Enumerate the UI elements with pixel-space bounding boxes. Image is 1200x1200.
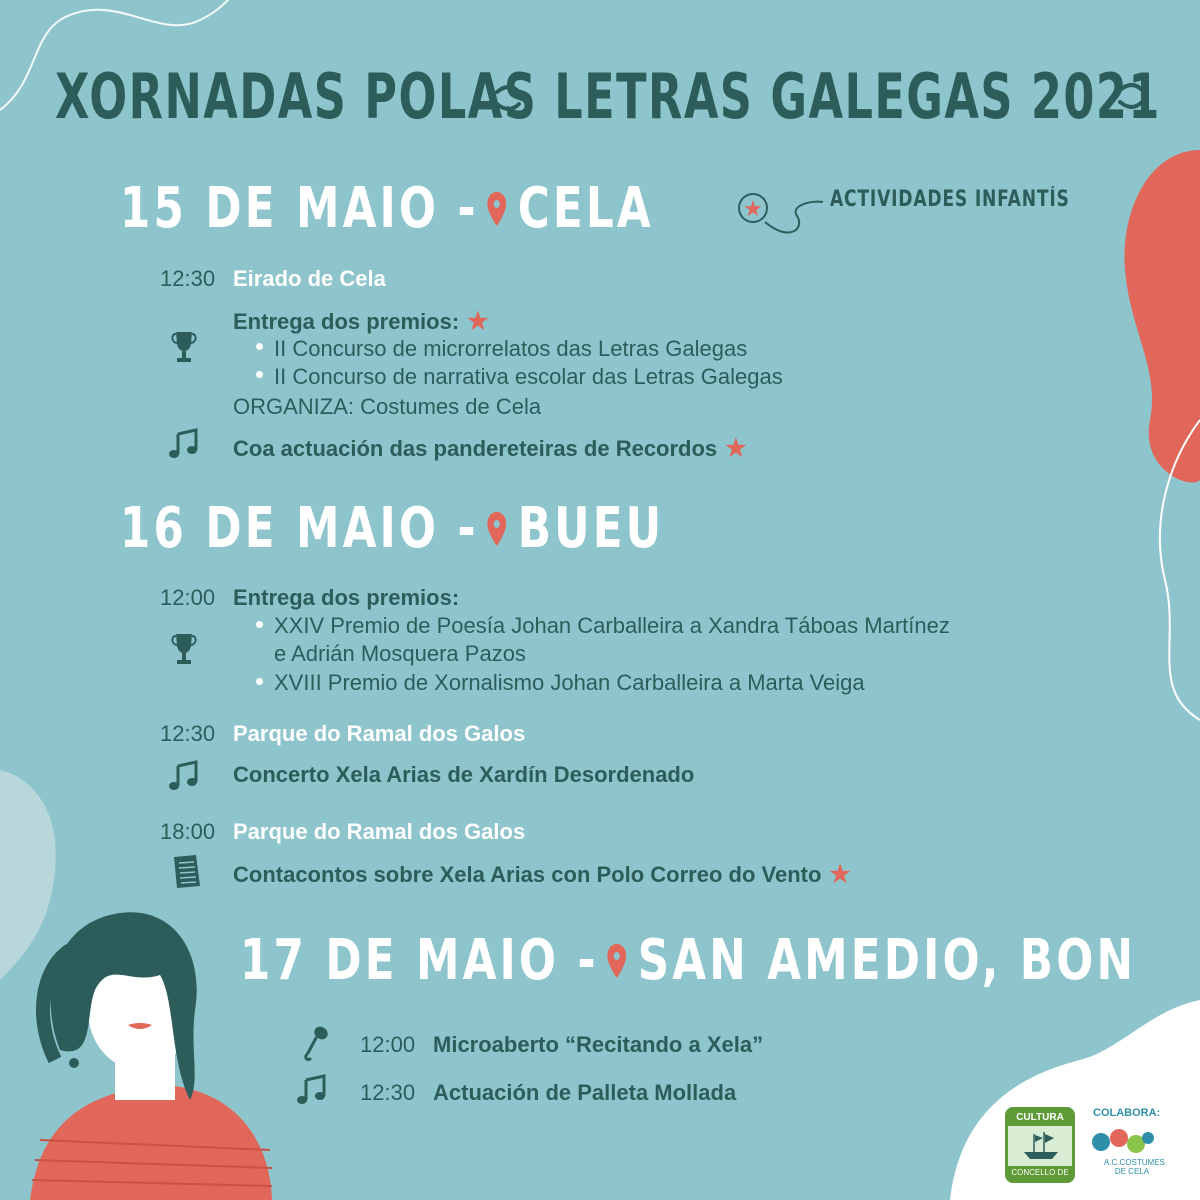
concello-bueu-logo [1005,1107,1075,1191]
bullet [256,371,263,378]
day3-date: 17 DE MAIO - [240,928,599,993]
day1-prize-heading: Entrega dos premios: ★ [233,308,489,335]
svg-text:★: ★ [743,197,763,222]
day2-venue3: Parque do Ramal dos Galos [233,819,526,844]
woman-illustration [30,912,272,1200]
bullet [256,343,263,350]
bullet [256,621,263,628]
document-icon [170,854,204,890]
day1-organiza: ORGANIZA: Costumes de Cela [233,394,542,419]
music-note-icon [168,428,200,460]
day1-place: CELA [517,176,654,241]
day2-place: BUEU [517,496,665,561]
bullet [256,678,263,685]
trophy-icon [170,632,198,666]
star-icon: ★ [467,308,489,335]
day1-venue: Eirado de Cela [233,266,386,291]
day3-time1: 12:00 [360,1032,416,1057]
microphone-icon [300,1025,330,1063]
star-icon: ★ [829,861,851,888]
costumes-de-cela-logo [1086,1124,1156,1160]
music-note-icon [168,760,200,792]
day1-time1: 12:30 [160,266,216,291]
legend-label: ACTIVIDADES INFANTÍS [830,187,1070,212]
trophy-icon [170,330,198,364]
ship-icon [1022,1130,1060,1160]
star-icon: ★ [725,435,747,462]
location-pin-icon [607,943,627,979]
day2-date: 16 DE MAIO - [120,496,479,561]
day1-item1: II Concurso de microrrelatos das Letras Galegas [274,336,748,361]
logo-concello-label: CONCELLO DE BUEU [1008,1166,1072,1180]
day2-venue2: Parque do Ramal dos Galos [233,721,526,746]
day1-heading [120,176,654,241]
day3-mic: Microaberto “Recitando a Xela” [433,1032,764,1057]
day3-act: Actuación de Palleta Mollada [433,1080,737,1105]
legend-star-icon [735,188,830,248]
day1-item2: II Concurso de narrativa escolar das Letras Galegas [274,364,783,389]
day2-story: Contacontos sobre Xela Arias con Polo Correo do Vento ★ [233,861,851,888]
day3-place: SAN AMEDIO, BON [637,928,1137,993]
day3-heading [240,928,1136,993]
music-note-icon [296,1074,328,1106]
day3-time2: 12:30 [360,1080,416,1105]
day2-item1: XXIV Premio de Poesía Johan Carballeira a Xandra Táboas Martínez [274,613,950,638]
logo-cultura-label: CULTURA [1008,1110,1072,1126]
day2-concert: Concerto Xela Arias de Xardín Desordenado [233,762,695,787]
day2-item2: XVIII Premio de Xornalismo Johan Carballeira a Marta Veiga [274,670,865,695]
day2-time3: 18:00 [160,819,216,844]
day1-date: 15 DE MAIO - [120,176,479,241]
colabora-label: COLABORA: [1093,1107,1161,1119]
costumes-de-cela-label: A.C.COSTUMES DE CELA [1104,1158,1165,1176]
day1-music: Coa actuación das pandereteiras de Recordos ★ [233,435,747,462]
location-pin-icon [487,191,507,227]
day2-item1-cont: e Adrián Mosquera Pazos [274,641,526,666]
day2-time1: 12:00 [160,585,216,610]
day2-prize-heading: Entrega dos premios: [233,585,460,610]
location-pin-icon [487,511,507,547]
day2-time2: 12:30 [160,721,216,746]
day2-heading [120,496,664,561]
poster-title: XORNADAS POLAS LETRAS GALEGAS 2021 [55,60,1161,133]
